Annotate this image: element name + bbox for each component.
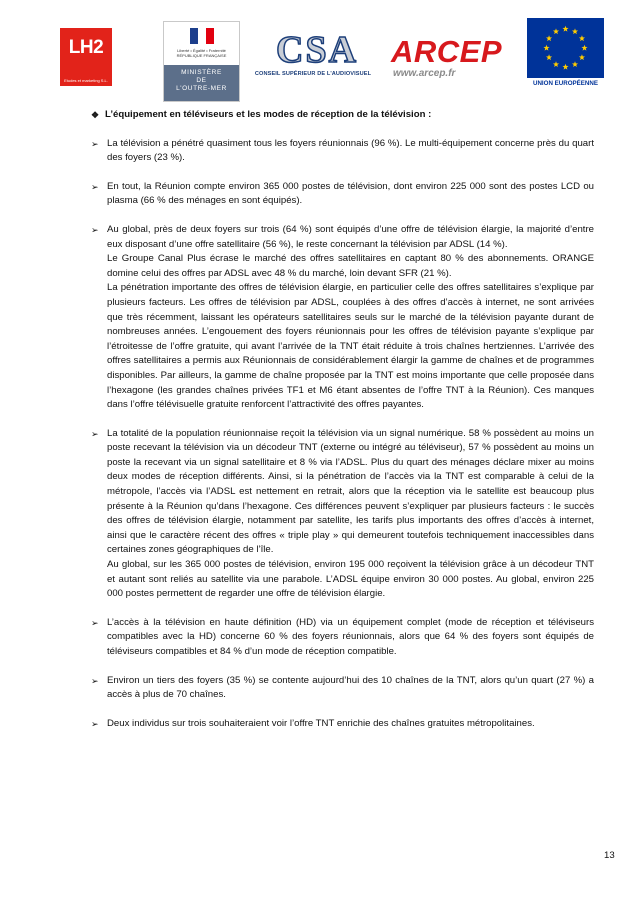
eu-star-icon: [572, 28, 578, 34]
section-heading-text: L’équipement en téléviseurs et les modes de réception de la télévision :: [105, 109, 432, 120]
bullet-item-1: [91, 137, 594, 166]
csa-logo-word: CSA: [276, 29, 359, 71]
arrow-bullet-icon: ➢: [91, 675, 99, 686]
eu-stars-icon: [527, 18, 604, 78]
lh2-logo-tagline: Etudes et marketing S.L.: [64, 78, 108, 83]
bullet-paragraph: La pénétration importante des offres de télévision élargie, en particulier celle des offres satellitaires s’explique par plusieurs facteurs. Les offres de télévision par ADSL, couplées à des offres d’accès à internet, ne sont arrivées que très récemment, laissant les opérateurs satellitaires seuls sur le marché de la télévision payante durant de nombreuses années. L’engouement des foyers réunionnais pour les offres de télévision payante s’explique par l’étroitesse de l’offre gratuite, qui avant l’arrivée de la TNT était réduite à trois chaînes hertziennes. L’arrivée des offres satellitaires a permis aux Réunionnais de considérablement élargir la gamme de chaînes et de programmes disponibles. Par ailleurs, la gamme de chaîne proposée par la TNT est moins importante que celle proposée dans l’hexagone (les grandes chaînes privées TF1 et M6 étant absentes de l’offre TNT à la Réunion). Ces manques dans l’offre télévisuelle gratuite renforcent l’attractivité des offres payantes.: [107, 282, 594, 411]
arrow-bullet-icon: ➢: [91, 718, 99, 729]
eu-logo: [527, 18, 604, 90]
ministere-line-1: MINISTÈRE: [181, 69, 222, 76]
bullet-paragraph: Environ un tiers des foyers (35 %) se contente aujourd’hui des 10 chaînes de la TNT, alors qu’un quart (27 %) a accès à plus de 70 chaînes.: [107, 674, 594, 701]
eu-star-icon: [579, 35, 585, 41]
bullet-paragraph: La totalité de la population réunionnaise reçoit la télévision via un signal numérique. 58 % possèdent au moins un poste recevant la télévision via un décodeur TNT (externe ou intégré au téléviseur), 57 % possèdent au moins un poste la recevant via un signal satellitaire et 8 % via l’ADSL. Plus du quart des ménages déclare mixer au moins deux modes de réception différents. Ainsi, si la pénétration de l’accès via la TNT est comparable à celui de la métropole, l’accès via l’ADSL est nettement en retrait, alors que la réception via le satellite est beaucoup plus présente à la Réunion qu’dans l’hexagone. Ces différences peuvent s’expliquer par plusieurs facteurs : le succès des offres de télévision élargie, notamment par satellite, les tarifs plus importants des offres d’accès à internet, ainsi que le caractère récent des offres « triple play » qui demeurent toutefois techniquement inaccessibles dans certaines zones géographiques de l’île.: [107, 427, 594, 556]
lh2-logo: [60, 28, 112, 86]
eu-star-icon: [562, 64, 568, 70]
bullet-item-2: [91, 180, 594, 209]
ministere-line-2: DE: [196, 77, 207, 84]
bullet-item-3: [91, 223, 594, 413]
bullet-item-6: [91, 674, 594, 703]
arcep-logo-word: ARCEP: [391, 34, 503, 69]
eu-star-icon: [553, 61, 559, 67]
bullet-paragraph: En tout, la Réunion compte environ 365 000 postes de télévision, dont environ 225 000 sont des postes LCD ou plasma (66 % des ménages en sont équipés).: [107, 180, 594, 207]
republique-francaise-text: Liberté • Égalité • Fraternité RÉPUBLIQUE FRANÇAISE: [176, 48, 227, 58]
arrow-bullet-icon: ➢: [91, 617, 99, 628]
eu-star-icon: [553, 28, 559, 34]
csa-logo: [246, 30, 380, 80]
bullet-paragraph: L’accès à la télévision en haute définition (HD) via un équipement complet (mode de réception et téléviseurs compatibles avec la HD) concerne 60 % des foyers réunionnais, alors que 64 % des foyers sont équipés de téléviseurs compatibles et 84 % d’un mode de réception compatible.: [107, 616, 594, 657]
eu-star-icon: [572, 61, 578, 67]
eu-star-icon: [543, 45, 549, 51]
arrow-bullet-icon: ➢: [91, 181, 99, 192]
eu-logo-label: UNION EUROPÉENNE: [527, 78, 604, 90]
arcep-logo-url: www.arcep.fr: [393, 68, 456, 79]
eu-star-icon: [546, 35, 552, 41]
french-flag-icon: [190, 28, 214, 44]
logo-header: [0, 0, 638, 100]
bullet-paragraph: Au global, sur les 365 000 postes de télévision, environ 195 000 reçoivent la télévision grâce à un décodeur TNT et autant sont reliés au satellite via une parabole. L’ADSL équipe environ 30 000 postes. Au global, environ 225 000 postes permettent de regarder une offre de télévision élargie.: [107, 559, 594, 600]
ministere-outre-mer-logo: [163, 21, 240, 102]
arcep-logo: [391, 35, 511, 85]
diamond-bullet-icon: ❖: [91, 110, 100, 120]
page-number: 13: [604, 850, 615, 861]
eu-star-icon: [579, 54, 585, 60]
section-heading: [91, 108, 594, 123]
bullet-item-5: [91, 616, 594, 660]
csa-logo-subtitle: CONSEIL SUPÉRIEUR DE L'AUDIOVISUEL: [254, 71, 372, 77]
eu-star-icon: [562, 26, 568, 32]
bullet-paragraph: Deux individus sur trois souhaiteraient voir l’offre TNT enrichie des chaînes gratuites métropolitaines.: [107, 717, 535, 729]
arrow-bullet-icon: ➢: [91, 428, 99, 439]
bullet-paragraph: La télévision a pénétré quasiment tous les foyers réunionnais (96 %). Le multi-équipement concerne près du quart des foyers (23 %).: [107, 137, 594, 164]
bullet-item-7: [91, 717, 594, 732]
eu-star-icon: [581, 45, 587, 51]
eu-star-icon: [546, 54, 552, 60]
bullet-item-4: [91, 427, 594, 602]
arrow-bullet-icon: ➢: [91, 224, 99, 235]
ministere-band: [164, 65, 239, 101]
bullet-paragraph: Le Groupe Canal Plus écrase le marché des offres satellitaires en captant 80 % des abonnements. ORANGE domine celui des offres par ADSL avec 48 % du marché, loin devant SFR (21 %).: [107, 253, 594, 279]
lh2-logo-text: LH2: [68, 37, 104, 58]
document-body: [91, 108, 594, 745]
ministere-line-3: L'OUTRE-MER: [176, 85, 227, 92]
bullet-paragraph: Au global, près de deux foyers sur trois (64 %) sont équipés d’une offre de télévision élargie, la majorité d’entre eux disposant d’une offre satellitaire (56 %), le reste concernant la télévision par ADSL (14 %).: [107, 223, 594, 250]
arrow-bullet-icon: ➢: [91, 138, 99, 149]
